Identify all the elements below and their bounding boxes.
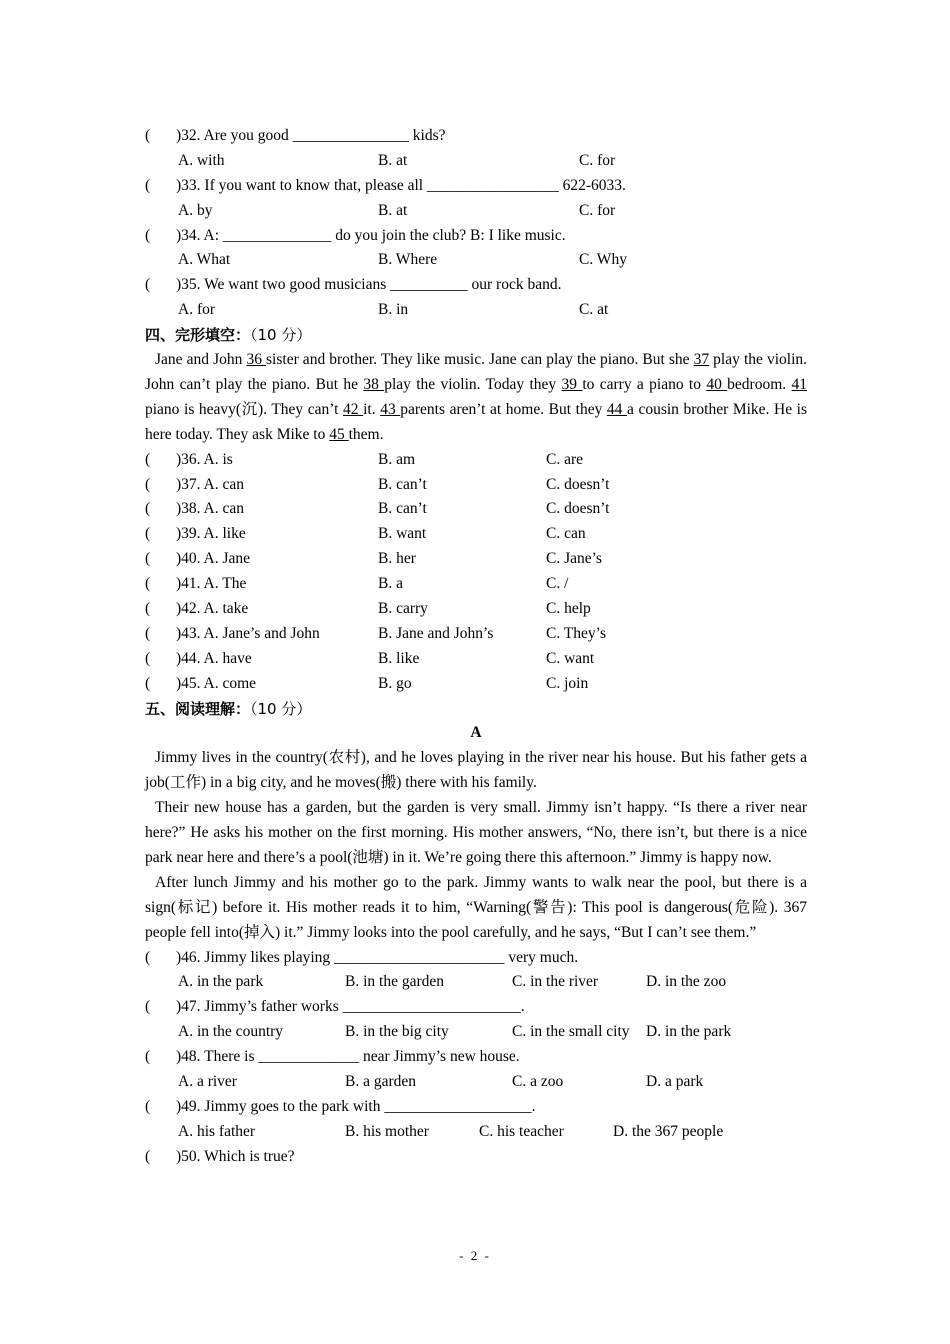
page-number: - 2 - bbox=[459, 1248, 491, 1263]
answer-paren: ( bbox=[145, 1097, 151, 1115]
passage-paragraph-3: After lunch Jimmy and his mother go to the park. Jimmy wants to walk near the pool, but there is a sign(标记) before it. His mother reads it to him, “Warning(警告): This pool is dangerous(危险). 367 people fell into(掉入) it.” Jimmy looks into the pool carefully, and he says, “But I can’t see them.” bbox=[145, 873, 807, 941]
section-heading-cloze bbox=[145, 323, 807, 348]
option-c: C. help bbox=[546, 599, 591, 617]
cloze-item-36 bbox=[145, 448, 807, 473]
option-b: B. a garden bbox=[345, 1073, 417, 1091]
blank-43: 43 bbox=[380, 400, 401, 418]
question-34 bbox=[145, 224, 807, 249]
option-c: C. for bbox=[579, 151, 616, 169]
question-47 bbox=[145, 995, 807, 1020]
option-c: C. want bbox=[546, 649, 595, 667]
option-c: C. in the river bbox=[512, 973, 599, 991]
option-b: B. a bbox=[378, 575, 403, 593]
answer-paren: ( bbox=[145, 998, 151, 1016]
passage-paragraph-1: Jimmy lives in the country(农村), and he loves playing in the river near his house. But his father gets a job(工作) in a big city, and he moves(搬) there with his family. bbox=[145, 749, 807, 792]
option-b: B. want bbox=[378, 525, 427, 543]
option-a: )40. A. Jane bbox=[176, 550, 251, 568]
option-a: )42. A. take bbox=[176, 599, 249, 617]
passage-text: to carry a piano to bbox=[582, 375, 707, 393]
option-a: )38. A. can bbox=[176, 500, 245, 518]
question-32 bbox=[145, 124, 807, 149]
option-c: C. can bbox=[546, 525, 586, 543]
option-a: A. a river bbox=[178, 1073, 237, 1091]
question-text: )47. Jimmy’s father works _______________________. bbox=[176, 998, 525, 1016]
answer-paren: ( bbox=[145, 948, 151, 966]
question-48 bbox=[145, 1045, 807, 1070]
option-d: D. in the park bbox=[646, 1023, 732, 1041]
option-a: )37. A. can bbox=[176, 475, 245, 493]
option-c: C. join bbox=[546, 674, 589, 692]
cloze-item-38 bbox=[145, 497, 807, 522]
option-c: C. Why bbox=[579, 251, 627, 269]
answer-paren: ( bbox=[145, 226, 151, 244]
option-a: )43. A. Jane’s and John bbox=[176, 624, 320, 642]
question-33 bbox=[145, 174, 807, 199]
question-text: )49. Jimmy goes to the park with ___________________. bbox=[176, 1097, 536, 1115]
exam-page bbox=[145, 124, 807, 1170]
option-c: C. for bbox=[579, 201, 616, 219]
passage-text: piano is heavy(沉). They can’t bbox=[145, 400, 344, 418]
option-b: B. can’t bbox=[378, 475, 427, 493]
question-text: )35. We want two good musicians __________ our rock band. bbox=[176, 276, 562, 294]
cloze-item-45 bbox=[145, 672, 807, 697]
passage-text: bedroom. bbox=[727, 375, 792, 393]
option-d: D. the 367 people bbox=[613, 1122, 724, 1140]
option-a: A. by bbox=[178, 201, 213, 219]
question-35 bbox=[145, 273, 807, 298]
option-c: C. at bbox=[579, 301, 609, 319]
blank-39: 39 bbox=[561, 375, 583, 393]
option-a: A. his father bbox=[178, 1122, 256, 1140]
answer-paren: ( bbox=[145, 575, 151, 593]
cloze-item-44 bbox=[145, 647, 807, 672]
answer-paren: ( bbox=[145, 127, 151, 144]
passage-text: play the violin. Today they bbox=[384, 375, 562, 393]
blank-38: 38 bbox=[363, 375, 385, 393]
passage-paragraph-2: Their new house has a garden, but the garden is very small. Jimmy isn’t happy. “Is there a river near here?” He asks his mother on the first morning. His mother answers, “No, there isn’t, but there is a nice park near here and there’s a pool(池塘) in it. We’re going there this afternoon.” Jimmy is happy now. bbox=[145, 799, 807, 866]
cloze-item-37 bbox=[145, 473, 807, 498]
option-b: B. carry bbox=[378, 599, 428, 617]
option-c: C. doesn’t bbox=[546, 500, 610, 518]
question-text: )32. Are you good _______________ kids? bbox=[176, 127, 446, 144]
answer-paren: ( bbox=[145, 624, 151, 642]
answer-paren: ( bbox=[145, 674, 151, 692]
question-text: )46. Jimmy likes playing ______________________ very much. bbox=[176, 948, 579, 966]
options-47 bbox=[145, 1020, 807, 1045]
answer-paren: ( bbox=[145, 450, 151, 468]
option-a: )36. A. is bbox=[176, 450, 233, 468]
option-b: B. at bbox=[378, 151, 408, 169]
blank-44: 44 bbox=[606, 400, 627, 418]
answer-paren: ( bbox=[145, 1147, 151, 1165]
option-b: B. can’t bbox=[378, 500, 427, 518]
passage-title: A bbox=[470, 724, 482, 742]
option-b: B. her bbox=[378, 550, 416, 568]
option-a: A. for bbox=[178, 301, 216, 319]
option-b: B. in the garden bbox=[345, 973, 445, 991]
reading-questions bbox=[145, 946, 807, 1170]
question-46 bbox=[145, 946, 807, 971]
question-text: )50. Which is true? bbox=[176, 1147, 295, 1165]
option-a: )45. A. come bbox=[176, 674, 257, 692]
question-49 bbox=[145, 1095, 807, 1120]
cloze-item-41 bbox=[145, 572, 807, 597]
option-c: C. Jane’s bbox=[546, 550, 602, 568]
question-text: )34. A: ______________ do you join the club? B: I like music. bbox=[176, 226, 566, 244]
cloze-passage bbox=[145, 348, 807, 448]
options-48 bbox=[145, 1070, 807, 1095]
answer-paren: ( bbox=[145, 500, 151, 518]
blank-42: 42 bbox=[343, 400, 364, 418]
option-b: B. Jane and John’s bbox=[378, 624, 494, 642]
cloze-items bbox=[145, 448, 807, 697]
section-points: （10 分） bbox=[250, 699, 312, 718]
option-a: )41. A. The bbox=[176, 575, 247, 593]
blank-41: 41 bbox=[791, 375, 807, 393]
passage-text: parents aren’t at home. But they bbox=[400, 400, 607, 418]
answer-paren: ( bbox=[145, 550, 151, 568]
option-c: C. his teacher bbox=[479, 1122, 564, 1140]
blank-40: 40 bbox=[706, 375, 728, 393]
blank-37: 37 bbox=[693, 351, 710, 369]
section-title: 四、完形填空： bbox=[145, 326, 251, 345]
cloze-item-40 bbox=[145, 547, 807, 572]
answer-paren: ( bbox=[145, 475, 151, 493]
passage-text: sister and brother. They like music. Jane can play the piano. But she bbox=[266, 351, 694, 369]
section-points: （10 分） bbox=[250, 326, 312, 345]
option-b: B. Where bbox=[378, 251, 438, 269]
answer-paren: ( bbox=[145, 525, 151, 543]
option-b: B. like bbox=[378, 649, 420, 667]
passage-text: them. bbox=[348, 425, 384, 443]
options-49 bbox=[145, 1120, 807, 1145]
option-a: A. in the park bbox=[178, 973, 264, 991]
option-a: )39. A. like bbox=[176, 525, 246, 543]
option-c: C. in the small city bbox=[512, 1023, 630, 1041]
mc-section bbox=[145, 124, 807, 323]
option-a: A. with bbox=[178, 151, 225, 169]
option-d: D. in the zoo bbox=[646, 973, 727, 991]
cloze-item-43 bbox=[145, 622, 807, 647]
blank-45: 45 bbox=[329, 425, 349, 443]
passage-text: it. bbox=[363, 400, 381, 418]
cloze-item-39 bbox=[145, 522, 807, 547]
passage-text: a cousin brother Mike. He is here today. They ask Mike to bbox=[145, 400, 807, 443]
option-b: B. in bbox=[378, 301, 409, 319]
options-46 bbox=[145, 970, 807, 995]
cloze-item-42 bbox=[145, 597, 807, 622]
answer-paren: ( bbox=[145, 276, 151, 294]
answer-paren: ( bbox=[145, 599, 151, 617]
options-34 bbox=[145, 248, 807, 273]
section-heading-reading bbox=[145, 697, 807, 722]
option-b: B. at bbox=[378, 201, 408, 219]
options-33 bbox=[145, 199, 807, 224]
option-b: B. his mother bbox=[345, 1122, 429, 1140]
section-title: 五、阅读理解： bbox=[145, 699, 251, 718]
answer-paren: ( bbox=[145, 176, 151, 194]
option-a: A. in the country bbox=[178, 1023, 284, 1041]
question-text: )48. There is _____________ near Jimmy’s new house. bbox=[176, 1048, 520, 1066]
option-c: C. are bbox=[546, 450, 584, 468]
question-text: )33. If you want to know that, please all _________________ 622-6033. bbox=[176, 176, 626, 194]
option-c: C. doesn’t bbox=[546, 475, 610, 493]
option-b: B. in the big city bbox=[345, 1023, 449, 1041]
option-b: B. go bbox=[378, 674, 412, 692]
option-a: )44. A. have bbox=[176, 649, 252, 667]
answer-paren: ( bbox=[145, 1048, 151, 1066]
question-50 bbox=[145, 1145, 807, 1170]
passage-text: play the violin. John can’t play the piano. But he bbox=[145, 351, 807, 393]
passage-text: Jane and John bbox=[155, 351, 247, 369]
answer-paren: ( bbox=[145, 649, 151, 667]
options-35 bbox=[145, 298, 807, 323]
options-32 bbox=[145, 149, 807, 174]
option-c: C. They’s bbox=[546, 624, 606, 642]
option-c: C. / bbox=[546, 575, 569, 593]
option-a: A. What bbox=[178, 251, 231, 269]
option-b: B. am bbox=[378, 450, 416, 468]
option-c: C. a zoo bbox=[512, 1073, 564, 1091]
blank-36: 36 bbox=[246, 351, 267, 369]
option-d: D. a park bbox=[646, 1073, 704, 1091]
